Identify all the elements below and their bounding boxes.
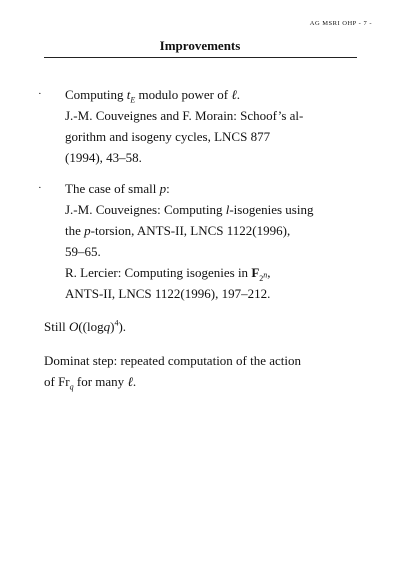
running-head: AG MSRI OHP - 7 - xyxy=(309,20,372,27)
title-rule xyxy=(44,57,357,58)
reference-line: R. Lercier: Computing isogenies in $F_{2^n}$, xyxy=(65,265,271,283)
reference-line: 59–65. xyxy=(65,244,101,259)
bullet-lead: Computing $t_E$ modulo power of ℓ. xyxy=(65,87,240,105)
reference-line: J.-M. Couveignes: Computing l-isogenies using xyxy=(65,202,314,217)
reference-line: the p-torsion, ANTS-II, LNCS 1122(1996), xyxy=(65,223,291,238)
paragraph-line: Dominat step: repeated computation of the action xyxy=(44,353,302,368)
paragraph-line: of $Fr_q$ for many ℓ. xyxy=(44,374,137,392)
bullet-dot: · xyxy=(38,88,42,100)
complexity-statement: Still $O((\log q)^4)$. xyxy=(44,318,127,334)
reference-line: (1994), 43–58. xyxy=(65,150,142,165)
bullet-lead: The case of small p: xyxy=(65,181,170,196)
reference-line: gorithm and isogeny cycles, LNCS 877 xyxy=(65,129,271,144)
bullet-dot: · xyxy=(38,182,42,194)
dominant-step-paragraph xyxy=(44,350,357,392)
bullet-body xyxy=(65,84,358,168)
reference-line: J.-M. Couveignes and F. Morain: Schoof’s al- xyxy=(65,108,304,123)
page-title: Improvements xyxy=(159,38,241,53)
bullet-body xyxy=(65,178,358,304)
reference-line: ANTS-II, LNCS 1122(1996), 197–212. xyxy=(65,286,271,301)
